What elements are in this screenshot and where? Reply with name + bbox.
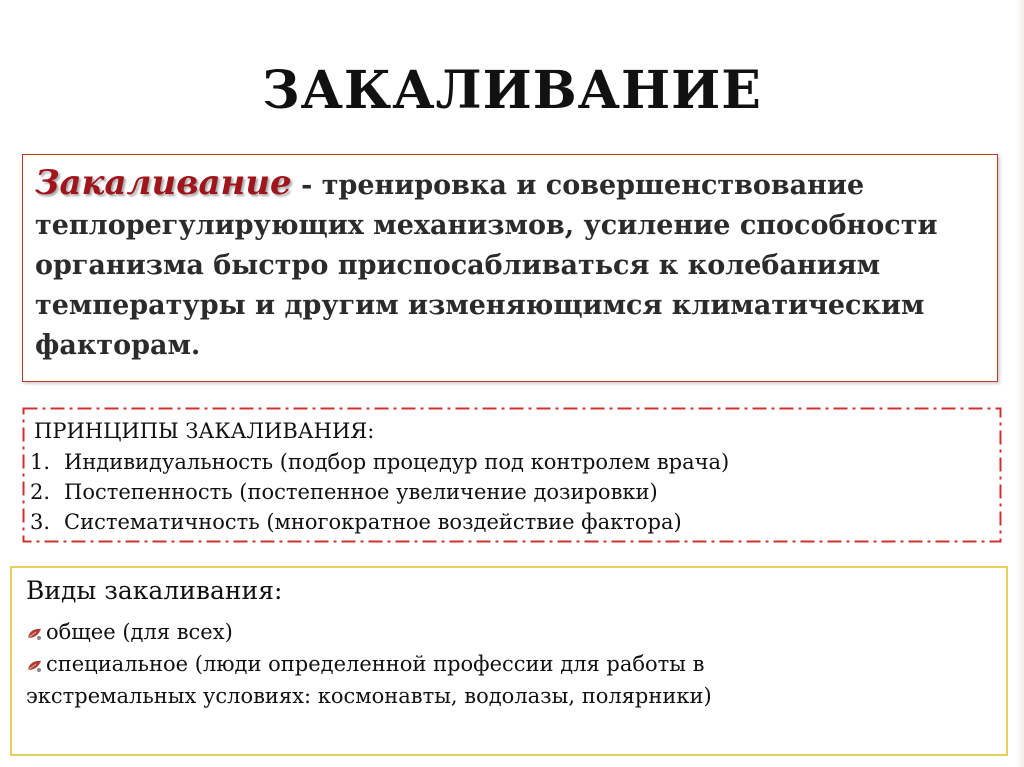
principle-text: Постепенность (постепенное увеличение дозировки) bbox=[64, 480, 658, 504]
types-item bbox=[26, 620, 233, 644]
definition-box bbox=[22, 154, 998, 382]
definition-text bbox=[35, 163, 991, 366]
definition-line-2: теплорегулирующих механизмов, усиление способности bbox=[35, 210, 938, 241]
definition-term: Закаливание bbox=[35, 163, 292, 203]
principle-number: 3. bbox=[30, 510, 51, 534]
types-continuation: экстремальных условиях: космонавты, водолазы, полярники) bbox=[26, 684, 712, 708]
definition-line-3: организма быстро приспосабливаться к колебаниям bbox=[35, 250, 881, 281]
principle-text: Индивидуальность (подбор процедур под контролем врача) bbox=[64, 450, 730, 474]
types-item bbox=[26, 652, 705, 676]
types-item-text: общее (для всех) bbox=[46, 620, 233, 644]
principle-item bbox=[30, 447, 729, 477]
principle-number: 1. bbox=[30, 450, 51, 474]
definition-line-5: факторам. bbox=[35, 330, 201, 361]
principles-heading: ПРИНЦИПЫ ЗАКАЛИВАНИЯ: bbox=[34, 419, 375, 443]
slide-title: ЗАКАЛИВАНИЕ bbox=[262, 60, 762, 121]
principle-number: 2. bbox=[30, 480, 51, 504]
types-heading: Виды закаливания: bbox=[26, 576, 283, 605]
principle-item bbox=[30, 507, 729, 537]
types-box bbox=[10, 566, 1008, 756]
definition-line-4: температуры и другим изменяющимся климатическим bbox=[35, 290, 925, 321]
definition-line-1-rest: - тренировка и совершенствование bbox=[291, 170, 865, 201]
leaf-bullet-icon bbox=[26, 658, 44, 674]
leaf-bullet-icon bbox=[26, 626, 44, 642]
principles-box bbox=[22, 407, 1002, 543]
principle-item bbox=[30, 477, 729, 507]
principles-list bbox=[30, 447, 729, 537]
principle-text: Систематичность (многократное воздействие фактора) bbox=[64, 510, 682, 534]
definition-line-1 bbox=[35, 163, 991, 206]
types-item-text: специальное (люди определенной профессии для работы в bbox=[46, 652, 705, 676]
